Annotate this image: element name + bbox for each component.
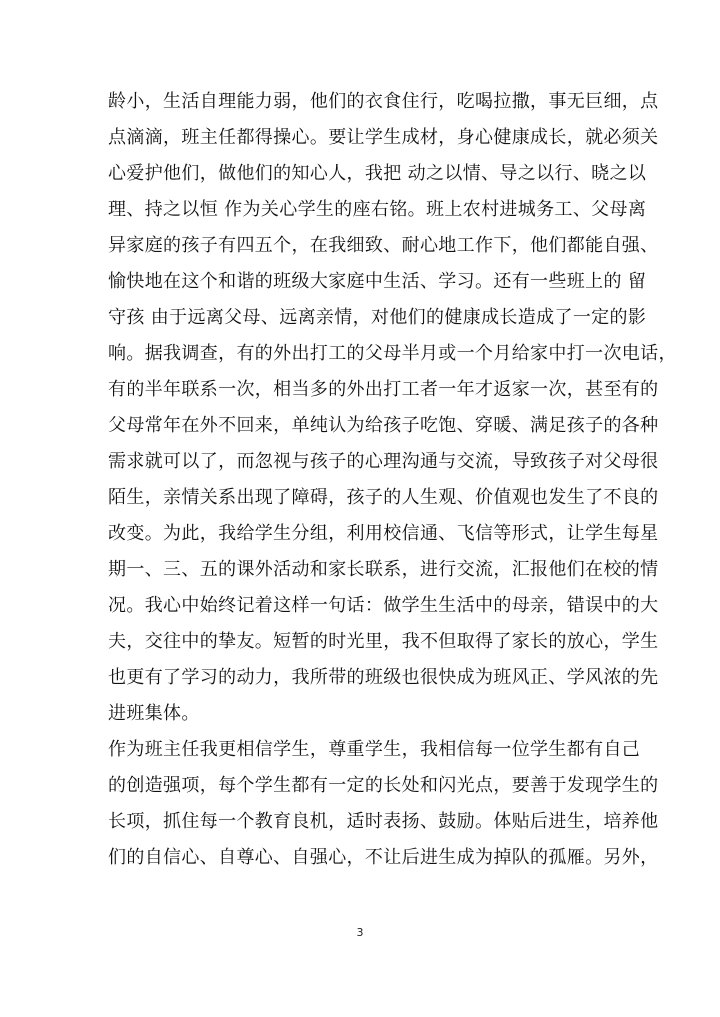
text-line: 进班集体。 <box>108 703 200 724</box>
text-line: 夫，交往中的挚友。短暂的时光里，我不但取得了家长的放心，学生 <box>108 631 659 652</box>
text-line: 期一、三、五的课外活动和家长联系，进行交流，汇报他们在校的情 <box>108 559 659 580</box>
text-line: 有的半年联系一次，相当多的外出打工者一年才返家一次，甚至有的 <box>108 379 659 400</box>
text-line: 理、持之以恒 作为关心学生的座右铭。班上农村进城务工、父母离 <box>108 199 647 220</box>
text-line: 况。我心中始终记着这样一句话：做学生生活中的母亲，错误中的大 <box>108 595 659 616</box>
page-number: 3 <box>356 926 364 939</box>
text-line: 需求就可以了，而忽视与孩子的心理沟通与交流，导致孩子对父母很 <box>108 451 659 472</box>
text-line: 响。据我调查，有的外出打工的父母半月或一个月给家中打一次电话， <box>108 343 677 364</box>
text-line: 的创造强项，每个学生都有一定的长处和闪光点，要善于发现学生的 <box>108 775 659 796</box>
text-line: 也更有了学习的动力，我所带的班级也很快成为班风正、学风浓的先 <box>108 667 659 688</box>
text-line: 父母常年在外不回来，单纯认为给孩子吃饱、穿暖、满足孩子的各种 <box>108 415 659 436</box>
text-line: 陌生，亲情关系出现了障碍，孩子的人生观、价值观也发生了不良的 <box>108 487 659 508</box>
text-line: 愉快地在这个和谐的班级大家庭中生活、学习。还有一些班上的 留 <box>108 271 647 292</box>
text-line: 作为班主任我更相信学生，尊重学生，我相信每一位学生都有自己 <box>108 739 641 760</box>
text-line: 们的自信心、自尊心、自强心，不让后进生成为掉队的孤雁。另外， <box>108 847 659 868</box>
text-line: 异家庭的孩子有四五个，在我细致、耐心地工作下，他们都能自强、 <box>108 235 659 256</box>
body-text <box>108 84 677 876</box>
text-line: 改变。为此，我给学生分组，利用校信通、飞信等形式，让学生每星 <box>108 523 659 544</box>
text-line: 龄小，生活自理能力弱，他们的衣食住行，吃喝拉撒，事无巨细，点 <box>108 91 659 112</box>
text-line: 心爱护他们，做他们的知心人，我把 动之以情、导之以行、晓之以 <box>108 163 647 184</box>
text-line: 点滴滴，班主任都得操心。要让学生成材，身心健康成长，就必须关 <box>108 127 659 148</box>
text-line: 长项，抓住每一个教育良机，适时表扬、鼓励。体贴后进生，培养他 <box>108 811 659 832</box>
text-line: 守孩 由于远离父母、远离亲情，对他们的健康成长造成了一定的影 <box>108 307 647 328</box>
